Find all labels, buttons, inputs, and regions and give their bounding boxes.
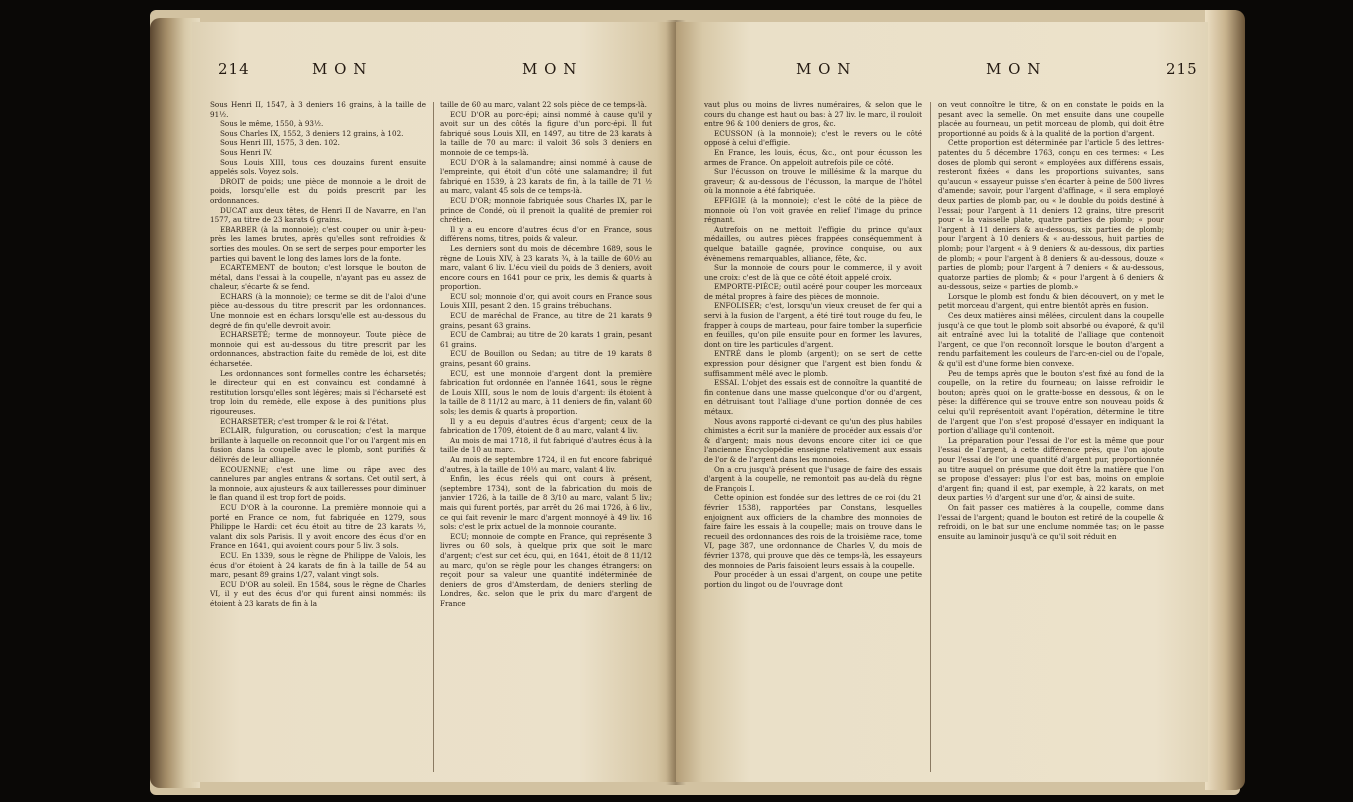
page-number-left: 214	[218, 60, 250, 78]
running-head-left-col1: M O N	[312, 60, 368, 78]
paragraph: ECARTEMENT de bouton; c'est lorsque le bouton de métal, dans l'essai à la coupelle, n'ayant pas eu assez de chaleur, s'écarte & se fend.	[210, 263, 426, 292]
paragraph: EMPORTE-PIÈCE; outil acéré pour couper les morceaux de métal propres à faire des pièces de monnoie.	[704, 282, 922, 301]
paragraph: Il y a eu depuis d'autres écus d'argent; ceux de la fabrication de 1709, étoient de 8 au marc, valant 4 liv.	[440, 416, 652, 436]
paragraph: ECU de Bouillon ou Sedan; au titre de 19 karats 8 grains, pesant 60 grains.	[440, 349, 652, 369]
paragraph: Enfin, les écus réels qui ont cours à présent, (septembre 1734), sont de la fabrication du mois de janvier 1726, à la taille de 8 3/10 au marc, valant 5 liv.; mais qui furent portés, par arrêt du 26 mai 1726, à 6 liv., ce qui fait revenir le marc d'argent monnoyé à 49 liv. 16 sols: c'est le prix actuel de la monnoie courante.	[440, 474, 652, 532]
paragraph: DUCAT aux deux têtes, de Henri II de Navarre, en l'an 1577, au titre de 23 karats 6 grains.	[210, 205, 426, 225]
paragraph: ECU D'OR; monnoie fabriquée sous Charles IX, par le prince de Condé, où il prenoit la qualité de premier roi chrétien.	[440, 195, 652, 225]
running-head-left-col2: M O N	[522, 60, 578, 78]
right-page-edges	[1205, 10, 1245, 790]
paragraph: EBARBER (à la monnoie); c'est couper ou unir à-peu-près les lames brutes, après qu'elles sont refroidies & sorties des moules. On se sert de serpes pour emporter les parties qui bavent le long des lames lors de la fonte.	[210, 224, 426, 263]
paragraph: ECU sol; monnoie d'or, qui avoit cours en France sous Louis XIII, pesant 2 den. 15 grains trébuchans.	[440, 291, 652, 311]
paragraph: Sous Louis XIII, tous ces douzains furent ensuite appelés sols. Voyez sols.	[210, 157, 426, 177]
paragraph: ENTRÉ dans le plomb (argent); on se sert de cette expression pour désigner que l'argent est bien fondu & suffisamment mêlé avec le plomb.	[704, 349, 922, 378]
paragraph: Sous Charles IX, 1552, 3 deniers 12 grains, à 102.	[220, 128, 404, 138]
page-number-right: 215	[1166, 60, 1198, 78]
paragraph: Il y a eu encore d'autres écus d'or en France, sous différens noms, titres, poids & valeur.	[440, 224, 652, 244]
left-page	[192, 22, 676, 782]
paragraph: Sous le même, 1550, à 93½.	[220, 119, 324, 129]
paragraph: ECHARS (à la monnoie); ce terme se dit de l'aloi d'une pièce au-dessous du titre prescrit par les ordonnances. Une monnoie est en échars lorsqu'elle est au-dessous du degré de fin qu'elle devroit avoir.	[210, 291, 426, 330]
paragraph: ECUSSON (à la monnoie); c'est le revers ou le côté opposé à celui d'effigie.	[704, 128, 922, 148]
column-divider	[433, 102, 434, 772]
paragraph: Autrefois on ne mettoit l'effigie du prince qu'aux médailles, ou autres pièces frappées conséquemment à quelque bataille gagnée, province conquise, ou aux évènemens remarquables, alliance, fête, &c.	[704, 224, 922, 263]
paragraph: vaut plus ou moins de livres numéraires, & selon que le cours du change est haut ou bas: à 27 liv. le marc, il rouloit entre 96 & 100 deniers de gros, &c.	[704, 100, 922, 129]
paragraph: Pour procéder à un essai d'argent, on coupe une petite portion du lingot ou de l'ouvrage dont	[704, 570, 922, 589]
paragraph: Les derniers sont du mois de décembre 1689, sous le règne de Louis XIV, à 23 karats ¾, à la taille de 60½ au marc, valant 6 liv. L'écu vieil du poids de 3 deniers, avoit encore cours en 1641 pour ce prix, les demis & quarts à proportion.	[440, 243, 652, 292]
paragraph: Ces deux matières ainsi mêlées, circulent dans la coupelle jusqu'à ce que tout le plomb soit absorbé ou évaporé, & qu'il ait entraîné avec lui la totalité de l'alliage que contenoit l'argent, ce que l'on reconnoît lorsque le bouton d'argent a rendu parfaitement les couleurs de l'arc-en-ciel ou de l'opale, & qu'il est d'une forme bien convexe.	[938, 311, 1164, 369]
paragraph: ECHARSETER; c'est tromper & le roi & l'état.	[220, 416, 389, 426]
column-divider	[930, 102, 931, 772]
paragraph: ECU D'OR au soleil. En 1584, sous le règne de Charles VI, il y eut des écus d'or qui furent ainsi nommés: ils étoient à 23 karats de fin à la	[210, 579, 426, 608]
paragraph: ECLAIR, fulguration, ou coruscation; c'est la marque brillante à laquelle on reconnoit que l'or ou l'argent mis en fusion dans la coupelle avec le plomb, sont purifiés & délivrés de leur alliage.	[210, 426, 426, 464]
paragraph: Au mois de septembre 1724, il en fut encore fabriqué d'autres, à la taille de 10½ au marc, valant 4 liv.	[440, 454, 652, 474]
right-page-column-1	[704, 100, 922, 774]
paragraph: ECU D'OR à la salamandre; ainsi nommé à cause de l'empreinte, qui étoit d'un côté une salamandre; il fut fabriqué en 1539, à 23 karats de fin, à la taille de 71 ½ au marc, valant 45 sols de ce temps-là.	[440, 157, 652, 196]
paragraph: On fait passer ces matières à la coupelle, comme dans l'essai de l'argent; quand le bouton est retiré de la coupelle & refroidi, on le bat sur une enclume nommée tas; on le passe ensuite au laminoir jusqu'à ce qu'il soit réduit en	[938, 502, 1164, 541]
paragraph: En France, les louis, écus, &c., ont pour écusson les armes de France. On appeloit autrefois pile ce côté.	[704, 147, 922, 167]
paragraph: Au mois de mai 1718, il fut fabriqué d'autres écus à la taille de 10 au marc.	[440, 435, 652, 455]
paragraph: ESSAI. L'objet des essais est de connoître la quantité de fin contenue dans une masse quelconque d'or ou d'argent, en détruisant tout l'alliage d'une portion donnée de ces métaux.	[704, 378, 922, 416]
paragraph: Peu de temps après que le bouton s'est fixé au fond de la coupelle, on la retire du fourneau; on laisse refroidir le bouton; après quoi on le gratte-bosse en dessous, & on le pèse: la différence qui se trouve entre son nouveau poids & celui qu'il représentoit avant l'opération, détermine le titre de l'argent que l'on s'est proposé d'essayer en indiquant la portion d'alliage qu'il contenoit.	[938, 368, 1164, 436]
paragraph: ECU D'OR à la couronne. La première monnoie qui a porté en France ce nom, fut fabriquée en 1279, sous Philippe le Hardi: cet écu étoit au titre de 23 karats ½, valant dix sols Parisis. Il y avoit encore des écus d'or en France en 1641, qui avoient cours pour 5 liv. 3 sols.	[210, 502, 426, 551]
paragraph: Les ordonnances sont formelles contre les écharsetés; le directeur qui en est convaincu est condamné à restitution lorsqu'elles sont légères; mais si l'écharseté est trop loin du remède, elle expose à des punitions plus rigoureuses.	[210, 368, 426, 416]
paragraph: Sur la monnoie de cours pour le commerce, il y avoit une croix: c'est de là que ce côté étoit appelé croix.	[704, 263, 922, 282]
paragraph: taille de 60 au marc, valant 22 sols pièce de ce temps-là.	[440, 100, 647, 109]
paragraph: ECU; monnoie de compte en France, qui représente 3 livres ou 60 sols, à quelque prix que soit le marc d'argent; c'est sur cet écu, qui, en 1641, étoit de 8 11/12 au marc, qu'on se règle pour les changes étrangers: on reçoit pour sa valeur une quantité indéterminée de deniers de gros d'Amsterdam, de deniers sterling de Londres, &c. selon que le prix du marc d'argent de France	[440, 531, 652, 608]
paragraph: ECHARSETÉ; terme de monnoyeur. Toute pièce de monnoie qui est au-dessous du titre prescrit par les ordonnances, abstraction faite du remède de loi, est dite écharsetée.	[210, 330, 426, 369]
paragraph: ECOUENNE; c'est une lime ou râpe avec des cannelures par angles entrans & sortans. Cet outil sert, à la monnoie, aux ajusteurs & aux tailleresses pour diminuer le flan quand il est trop fort de poids.	[210, 464, 426, 503]
paragraph: ECU, est une monnoie d'argent dont la première fabrication fut ordonnée en l'année 1641, sous le règne de Louis XIII, sous le nom de louis d'argent: ils étoient à la taille de 8 11/12 au marc, à 11 deniers de fin, valant 60 sols; les demis & quarts à proportion.	[440, 368, 652, 416]
paragraph: On a cru jusqu'à présent que l'usage de faire des essais d'argent à la coupelle, ne remontoit pas au-delà du règne de François I.	[704, 464, 922, 493]
paragraph: ECU de Cambrai; au titre de 20 karats 1 grain, pesant 61 grains.	[440, 330, 652, 349]
paragraph: on veut connoître le titre, & on en constate le poids en la pesant avec la semelle. On met ensuite dans une coupelle placée au fourneau, un petit morceau de plomb, qui doit être proportionné au poids & à la qualité de la portion d'argent.	[938, 100, 1164, 138]
paragraph: Sous Henri III, 1575, 3 den. 102.	[220, 138, 340, 148]
right-page	[676, 22, 1208, 782]
paragraph: Sur l'écusson on trouve le millésime & la marque du graveur; & au-dessous de l'écusson, la marque de l'hôtel où la monnoie a été fabriquée.	[704, 167, 922, 196]
paragraph: Sous Henri IV.	[220, 147, 273, 157]
paragraph: Cette proportion est déterminée par l'article 5 des lettres-patentes du 5 décembre 1763, conçu en ces termes: « Les doses de plomb qui seront « employées aux différens essais, resteront fixées « dans les proportions suivantes, sans qu'aucun « essayeur puisse s'en écarter à peine de 500 livres d'amende; savoir, pour l'argent d'affinage, « il sera employé deux parties de plomb par, ou « le double du poids destiné à l'essai; pour l'argent à 11 deniers 12 grains, titre prescrit pour « la vaisselle plate, quatre parties de plomb; « pour l'argent à 11 deniers & au-dessous, six parties de plomb; pour l'argent à 10 deniers & « au-dessous, huit parties de plomb; pour l'argent « à 9 deniers & au-dessous, dix parties de plomb; « pour l'argent à 8 deniers & au-dessous, douze « parties de plomb; pour l'argent à 7 deniers « & au-dessous, quatorze parties de plomb; & « pour l'argent à 6 deniers & au-dessous, seize « parties de plomb.»	[938, 138, 1164, 292]
paragraph: Lorsque le plomb est fondu & bien découvert, on y met le petit morceau d'argent, qui entre bientôt après en fusion.	[938, 291, 1164, 311]
right-page-column-2	[938, 100, 1164, 774]
paragraph: EFFIGIE (à la monnoie); c'est le côté de la pièce de monnoie où l'on voit gravée en relief l'image du prince régnant.	[704, 195, 922, 225]
paragraph: ECU D'OR au porc-épi; ainsi nommé à cause qu'il y avoit sur un des côtés la figure d'un porc-épi. Il fut fabriqué sous Louis XII, en 1497, au titre de 23 karats à la taille de 70 au marc: il valoit 36 sols 3 deniers en monnoie de ce temps-là.	[440, 109, 652, 157]
running-head-right-col1: M O N	[796, 60, 852, 78]
paragraph: Sous Henri II, 1547, à 3 deniers 16 grains, à la taille de 91½.	[210, 100, 426, 119]
paragraph: ENFOLISER; c'est, lorsqu'un vieux creuset de fer qui a servi à la fusion de l'argent, a été tiré tout rouge du feu, le frapper à coups de marteau, pour faire tomber la superficie en feuilles, qu'on pile ensuite pour en former les lavures, dont on tire les particules d'argent.	[704, 301, 922, 349]
paragraph: Cette opinion est fondée sur des lettres de ce roi (du 21 février 1538), rapportées par Constans, lesquelles enjoignent aux officiers de la chambre des monnoies de faire faire les essais à la coupelle; mais on trouve dans le recueil des ordonnances des rois de la troisième race, tome VI, page 387, une ordonnance de Charles V, du mois de février 1378, qui prouve que dès ce temps-là, les essayeurs des monnoies de Paris faisoient leurs essais à la coupelle.	[704, 493, 922, 570]
left-page-column-1	[210, 100, 426, 774]
paragraph: La préparation pour l'essai de l'or est la même que pour l'essai de l'argent, à cette différence près, que l'on ajoute pour l'essai de l'or une quantité d'argent pur, proportionnée au titre auquel on présume que doit être la matière que l'on se propose d'essayer: plus l'or est bas, moins on emploie d'argent fin; quand il est, par exemple, à 22 karats, on met deux parties ½ d'argent sur une d'or, & ainsi de suite.	[938, 435, 1164, 503]
paragraph: DROIT de poids; une pièce de monnoie a le droit de poids, lorsqu'elle est du poids prescrit par les ordonnances.	[210, 176, 426, 205]
running-head-right-col2: M O N	[986, 60, 1042, 78]
paragraph: ECU. En 1339, sous le règne de Philippe de Valois, les écus d'or étoient à 24 karats de fin à la taille de 54 au marc, pesant 89 grains 1/27, valant vingt sols.	[210, 550, 426, 580]
paragraph: ECU de maréchal de France, au titre de 21 karats 9 grains, pesant 63 grains.	[440, 311, 652, 330]
left-page-column-2	[440, 100, 652, 774]
paragraph: Nous avons rapporté ci-devant ce qu'un des plus habiles chimistes a écrit sur la manière de procéder aux essais d'or & d'argent; mais nous devons encore citer ici ce que l'ancienne Encyclopédie enseigne relativement aux essais de l'or & de l'argent dans les monnoies.	[704, 416, 922, 464]
